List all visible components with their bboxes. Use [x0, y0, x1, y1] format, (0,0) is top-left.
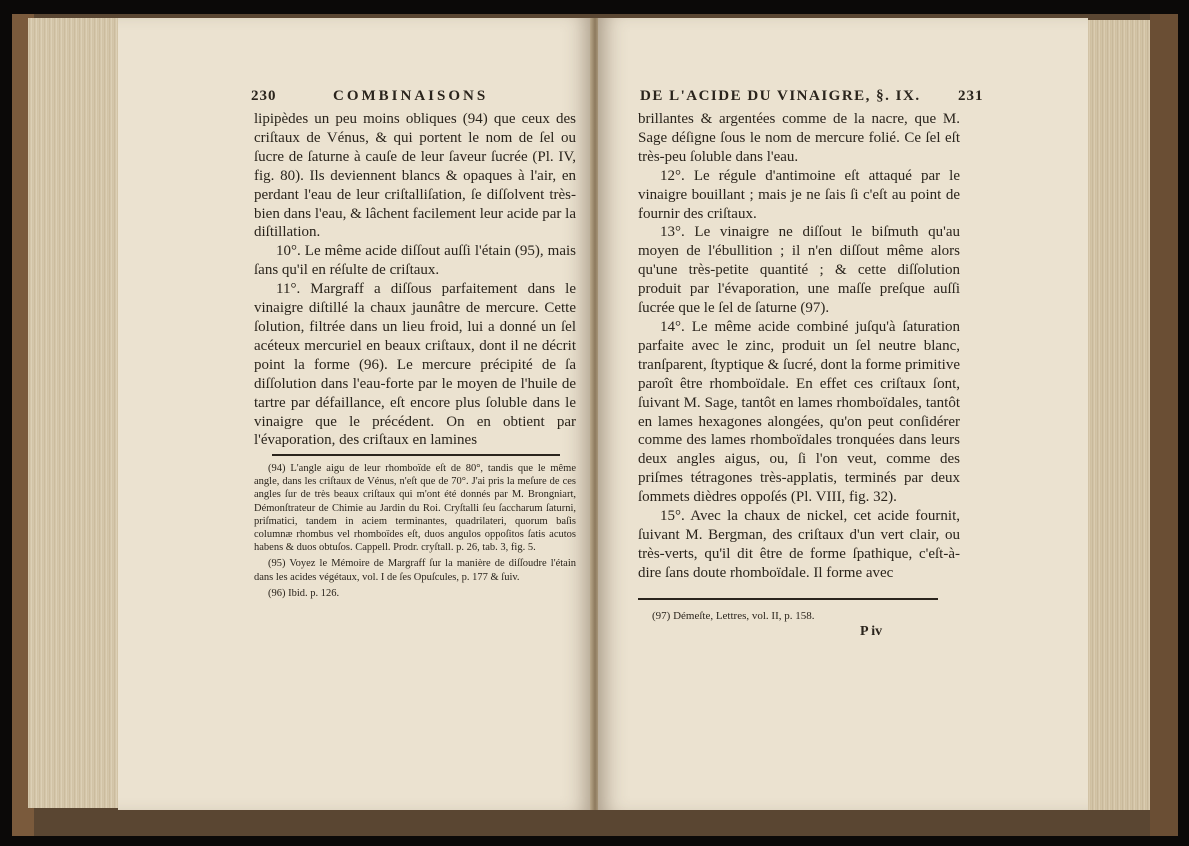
right-body	[638, 110, 960, 583]
right-paragraph: brillantes & argentées comme de la nacre, que M. Sage déſigne ſous le nom de mercure folié. Ce ſel eſt très-peu ſoluble dans l'eau.	[638, 111, 960, 165]
left-paragraph: lipipèdes un peu moins obliques (94) que ceux des criſtaux de Vénus, & qui portent le nom de ſel ou ſucre de ſaturne à cauſe de leur ſaveur ſucrée (Pl. IV, fig. 80). Ils deviennent blancs & opaques à l'air, en perdant l'eau de leur criſtalliſation, ſe diſſolvent très-bien dans l'eau, & lâchent facilement leur acide par la diſtillation.	[254, 111, 576, 241]
right-running-head: DE L'ACIDE DU VINAIGRE, §. IX.	[640, 88, 921, 104]
right-paragraph: 15°. Avec la chaux de nickel, cet acide fournit, ſuivant M. Bergman, des criſtaux d'un vert clair, ou très-verts, qu'il dit être de forme ſpathique, c'eſt-à-dire ſans doute rhomboïdale. Il forme avec	[638, 508, 960, 581]
left-running-head: COMBINAISONS	[333, 88, 489, 104]
right-paragraph: 14°. Le même acide combiné juſqu'à ſaturation parfaite avec le zinc, produit un ſel neutre blanc, tranſparent, ſtyptique & ſucré, dont la forme primitive paroît être rhomboïdale. En effet ces criſtaux ſont, ſuivant M. Sage, tantôt en lames rhomboïdales, tantôt en lames hexagones alongées, qu'on peut conſidérer comme des lames rhomboïdales tronquées dans leurs deux angles aigus, ou, ſi l'on veut, comme des priſmes tétragones très-applatis, terminés par deux ſommets dièdres oppoſés (Pl. VIII, fig. 32).	[638, 318, 960, 506]
right-paragraph: 12°. Le régule d'antimoine eſt attaqué par le vinaigre bouillant ; mais je ne ſais ſi c'eſt au point de fournir des criſtaux.	[638, 167, 960, 222]
footnote: (95) Voyez le Mémoire de Margraff ſur la manière de diſſoudre l'étain dans les acides végétaux, vol. I de ſes Opuſcules, p. 177 & ſuiv.	[254, 558, 576, 583]
footnote-rule	[638, 598, 938, 600]
left-page	[118, 18, 592, 810]
footnote: (94) L'angle aigu de leur rhomboïde eſt de 80°, tandis que le même angle, dans les criſtaux de Vénus, n'eſt que de 70°. J'ai pris la meſure de ces angles ſur de très beaux criſtaux qui m'ont été donnés par M. Brongniart, Démonſtrateur de Chimie au Jardin du Roi. Cryſtalli ſeu ſaccharum ſaturni, priſmatici, tandem in aciem terminantes, quadrilateri, quorum baſis columnæ rhombus vel rhomboïdes eſt, duos angulos oppoſitos ſatis acutos habens & duos obtuſos. Cappell. Prodr. cryſtall. p. 26, tab. 3, fig. 5.	[254, 463, 576, 554]
left-body	[254, 110, 576, 450]
left-page-number: 230	[251, 88, 277, 104]
right-paragraph: 13°. Le vinaigre ne diſſout le biſmuth qu'au moyen de l'ébullition ; il n'en diſſout même alors qu'une très-petite quantité ; & cette diſſolution produit par l'évaporation, une maſſe preſque auſſi ſucrée que le ſel de ſaturne (97).	[638, 224, 960, 317]
footnote: (97) Démeſte, Lettres, vol. II, p. 158.	[652, 610, 815, 622]
left-paragraph: 11°. Margraff a diſſous parfaitement dans le vinaigre diſtillé la chaux jaunâtre de mercure. Cette ſolution, filtrée dans un lieu froid, lui a donné un ſel acéteux mercuriel en beaux criſtaux, dont il ne décrit point la forme (96). Le mercure précipité de ſa diſſolution dans l'eau-forte par le moyen de l'huile de tartre par défaillance, eſt encore plus ſoluble dans le vinaigre que le précédent. On en obtient par l'évaporation, des criſtaux en lamines	[254, 281, 576, 449]
left-footnotes	[254, 462, 576, 603]
footnote-rule	[272, 454, 560, 456]
right-cover-edge	[1150, 14, 1178, 836]
right-page-edges	[1086, 20, 1150, 810]
left-page-edges	[28, 18, 120, 808]
right-page	[598, 18, 1088, 810]
left-paragraph: 10°. Le même acide diſſout auſſi l'étain (95), mais ſans qu'il en réſulte de criſtaux.	[254, 243, 576, 279]
signature-mark: P iv	[860, 624, 883, 639]
right-footnotes	[638, 610, 960, 626]
footnote: (96) Ibid. p. 126.	[268, 587, 340, 599]
right-page-number: 231	[958, 88, 984, 104]
